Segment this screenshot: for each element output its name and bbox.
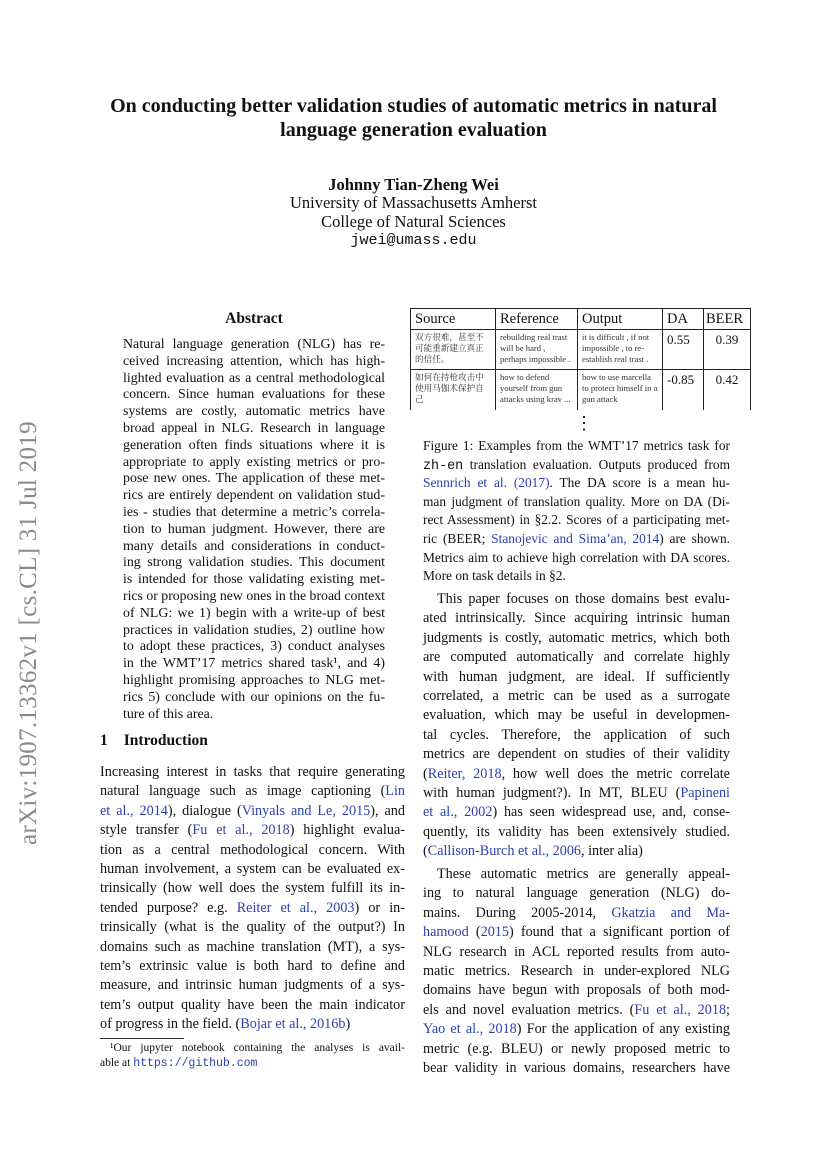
text-line [123,471,385,488]
footnote-text: ¹Our jupyter notebook containing the analyses is avail- [110,1042,405,1054]
citation-link[interactable]: Reiter et al., 2003 [236,899,355,916]
affiliation: College of Natural Sciences [321,212,506,231]
text-line [423,726,730,745]
text: ) are shown. [659,530,730,546]
text-line [123,354,385,371]
text-line [123,337,385,354]
text: ture of this area. [123,706,214,722]
cell-da: 0.55 [663,330,704,370]
text: mains. During 2005-2014, [423,904,612,921]
text-line [100,976,405,995]
text-line [423,549,730,568]
cell-beer: 0.42 [704,370,751,410]
text: ated intrinsically. Since acquiring intrinsic human [423,610,730,627]
text: tended purpose? e.g. [100,899,237,916]
text: ) or in- [354,899,405,916]
text-line [423,456,730,475]
text-line [123,522,385,539]
text: man judgment of translation quality. More on DA (Di- [423,493,730,509]
text-line [100,763,405,782]
text: tion to human judgment. However, there are [123,521,385,537]
table-ellipsis: ⋮ [575,412,593,433]
text-line [123,639,385,656]
text: domains have begun with proposals of both mod- [423,982,730,999]
text-line [423,923,730,942]
text: ( [423,765,428,782]
text-line [123,371,385,388]
text-line [100,841,405,860]
text-line [423,493,730,512]
text-line [123,421,385,438]
citation-link[interactable]: Fu et al., 2018 [634,1001,727,1018]
text-line [423,765,730,784]
section-number: 1 [100,732,108,749]
text: appropriate to apply existing metrics or pro- [123,454,385,470]
text: lighted evaluation as a central methodological [123,370,385,386]
text-line [423,706,730,725]
text: ric (BEER; [423,530,492,546]
text: style transfer ( [100,822,193,839]
text: of progress in the field. ( [100,1016,241,1033]
cell-output: it is difficult , if not impossible , to re-establish real trast . [578,330,663,370]
text-line [100,821,405,840]
table-header-row [411,309,751,330]
text-line [100,899,405,918]
table-row [411,370,751,410]
text: ), and [370,802,405,819]
text: , inter alia) [581,843,643,860]
text-line [100,1015,405,1034]
text-line [423,943,730,962]
citation-link[interactable]: Callison-Burch et al., 2006 [427,843,582,860]
text-line [123,404,385,421]
text-line [123,690,385,707]
text-line [423,962,730,981]
text: practices in validation studies, 2) outline how [123,622,385,638]
text: . The DA score is a mean hu- [549,475,730,491]
citation-link[interactable]: Gkatzia and Ma- [611,904,730,921]
affiliation: University of Massachusetts Amherst [289,193,537,212]
text-line [423,823,730,842]
text-line [123,455,385,472]
citation-link[interactable]: Stanojevic and Sima’an, 2014 [491,530,660,546]
title-line: On conducting better validation studies of automatic metrics in natural [110,95,717,117]
text: many details and considerations in conduct- [123,538,385,554]
text-line [423,511,730,530]
text-line [123,387,385,404]
text: rics 5) conclude with our opinions on the fu- [123,689,385,705]
text-line [123,505,385,522]
text: NLG research in ACL reported results from auto- [423,943,730,960]
citation-link[interactable]: Bojar et al., 2016b [240,1016,346,1033]
text-line [423,981,730,1000]
text: ing to natural language generation (NLG) do- [423,885,730,902]
header-reference: Reference [496,309,578,330]
citation-link[interactable]: Yao et al., 2018 [423,1021,517,1038]
text: metrics are dependent on studies of their validity [423,746,730,763]
text-line [123,539,385,556]
text: tion as a central methodological concern. With [100,841,405,858]
text: with human judgment?). In MT, BLEU ( [423,784,681,801]
text-line [123,707,385,724]
text-line [423,842,730,861]
figure-1-table [410,308,751,433]
text: ( [468,924,481,941]
text-line [123,673,385,690]
text-line [100,860,405,879]
text-line [100,802,405,821]
text: natural language such as image captioning ( [100,783,386,800]
text: Figure 1: Examples from the WMT’17 metrics task for [423,438,730,453]
text-line [423,865,730,884]
text: systems are costly, automatic metrics have [123,404,385,420]
text: concern. Since human evaluations for these [123,387,385,403]
text: judgments is costly, automatic metrics, which both [423,629,730,646]
cell-output: how to use marcella to protect himself in a gun attack [578,370,663,410]
text: broad appeal in NLG. Research in language [123,420,385,436]
text-line [123,488,385,505]
cell-beer: 0.39 [704,330,751,370]
text-line [423,803,730,822]
text: of NLG: we 1) begin with a write-up of best [123,605,385,621]
citation-link[interactable]: Lin [385,783,405,800]
text: , how well does the metric correlate [501,765,730,782]
text-line [423,590,730,609]
text-line [423,567,730,586]
text: trinsically (what is the quality of the output?) In [100,919,405,936]
text: rics or proposing new ones in the broad context [123,588,385,604]
text-line [423,1020,730,1039]
text: tem’s extrinsic value is both hard to define and [100,957,405,974]
footnote [100,1041,405,1071]
paper-title [60,94,767,142]
text-line [123,589,385,606]
text-line [123,623,385,640]
text: ceived increasing attention, which has high- [123,353,385,369]
text: measure, and intrinsic human judgments of a sys- [100,977,405,994]
author-email: jwei@umass.edu [350,232,477,249]
cell-source: 双方很难，甚至不可能重新建立真正的信任。 [411,330,496,370]
text-line [100,996,405,1015]
text-line [423,629,730,648]
citation-link[interactable]: Reiter, 2018 [427,765,502,782]
text: els and novel evaluation metrics. ( [423,1001,635,1018]
title-line: language generation evaluation [280,119,547,141]
text: ies - studies that determine a metric’s correla- [123,504,385,520]
text: tem’s output quality have been the main indicator [100,996,405,1013]
text-line [123,438,385,455]
text-line [423,687,730,706]
header-source: Source [411,309,496,330]
author-name: Johnny Tian-Zheng Wei [328,175,499,194]
arxiv-stamp: arXiv:1907.13362v1 [cs.CL] 31 Jul 2019 [15,421,42,845]
text-line [100,918,405,937]
header-da: DA [663,309,704,330]
citation-link[interactable]: Fu et al., 2018 [192,822,290,839]
text-line [423,668,730,687]
header-output: Output [578,309,663,330]
citation-link[interactable]: Papineni [680,784,730,801]
text: human involvement, a system can be evaluated ex- [100,860,405,877]
text-line [423,1059,730,1078]
figure-caption [423,437,730,586]
text: ( [423,843,428,860]
text: metric (e.g. BLEU) or newly proposed metric to [423,1040,730,1057]
abstract-body [123,337,385,723]
header-beer: BEER [704,309,751,330]
footnote-link[interactable]: https://github.com [133,1057,258,1070]
text: with human judgment, are ideal. If sufficiently [423,668,730,685]
text-line [100,957,405,976]
text-line [423,437,730,456]
text: Metrics aim to achieve high correlation with DA scores. [423,549,730,565]
text: to adopt these practices, 3) conduct analyses [123,639,385,655]
text: ) highlight evalua- [289,822,405,839]
text-line [123,572,385,589]
text-line [100,782,405,801]
text-line [423,1040,730,1059]
text: is intended for those validating existing met- [123,572,385,588]
text-line [423,648,730,667]
cell-reference: rebuilding real trast will be hard , perhaps impossible . [496,330,578,370]
text: ) For the application of any existing [516,1021,730,1038]
text: More on task details in §2. [423,568,566,584]
text-line [100,879,405,898]
text-line [123,656,385,673]
text: domains such as machine translation (MT), a sys- [100,938,405,955]
footnote-rule [100,1038,184,1039]
text-line [423,1001,730,1020]
text: bear validity in various domains, researchers have [423,1059,730,1076]
text: are computed automatically and correlate highly [423,649,730,666]
citation-link[interactable]: et al., 2014 [100,802,168,819]
text: ing strong validation studies. This document [123,555,385,571]
text: This paper focuses on those domains best evalu- [437,591,730,607]
text-line [123,606,385,623]
citation-link[interactable]: hamood [423,924,469,941]
intro-body [100,763,405,1034]
text: ) has seen widespread use, and, conse- [492,804,730,821]
text: highlight promising approaches to NLG met- [123,672,385,688]
text-line [423,904,730,923]
text-line [423,745,730,764]
table-row [411,330,751,370]
text-line [423,530,730,549]
abstract-heading: Abstract [225,310,283,327]
text: in the WMT’17 metrics shared task¹, and 4) [123,656,385,672]
code-text: zh-en [423,458,464,474]
text: evaluation, which may be useful in developmen- [423,707,730,724]
citation-link[interactable]: 2015 [480,924,509,941]
text-line [423,784,730,803]
text: generation often finds situations where it is [123,437,385,453]
text: tal cycles. Therefore, the application of such [423,726,730,743]
text: correlated, a metric can be used as a surrogate [423,687,730,704]
section-title: Introduction [123,732,208,749]
text: matic metrics. Research in under-explored NLG [423,962,730,979]
citation-link[interactable]: Vinyals and Le, 2015 [241,802,371,819]
text-line [423,474,730,493]
cell-reference: how to defend yourself from gun attacks using krav ... [496,370,578,410]
text: Natural language generation (NLG) has re- [123,337,385,352]
text-line [423,609,730,628]
citation-link[interactable]: Sennrich et al. (2017) [423,475,550,491]
text: ) [345,1016,351,1033]
text: These automatic metrics are generally appeal- [437,866,730,882]
footnote-text: able at [100,1057,134,1069]
text: rect Assessment) in §2.2. Scores of a participating met- [423,512,730,528]
text: Increasing interest in tasks that require generating [100,764,405,780]
text: ; [726,1001,730,1018]
text-line [100,938,405,957]
text-line [123,555,385,572]
text: rics are entirely dependent on validation stud- [123,488,385,504]
text: quently, its validity has been extensively studied. [423,823,730,840]
text-line [423,884,730,903]
text: ) found that a significant portion of [508,924,730,941]
right-paragraph-2 [423,865,730,1078]
cell-da: -0.85 [663,370,704,410]
text: trinsically (how well does the system fulfill its in- [100,880,405,897]
text: ), dialogue ( [167,802,242,819]
right-paragraph-1 [423,590,730,861]
cell-source: 如何在持枪攻击中使用马伽术保护自己 [411,370,496,410]
citation-link[interactable]: et al., 2002 [423,804,493,821]
text: pose new ones. The application of these met- [123,471,385,487]
text: translation evaluation. Outputs produced from [463,456,730,472]
section-heading [100,732,208,750]
